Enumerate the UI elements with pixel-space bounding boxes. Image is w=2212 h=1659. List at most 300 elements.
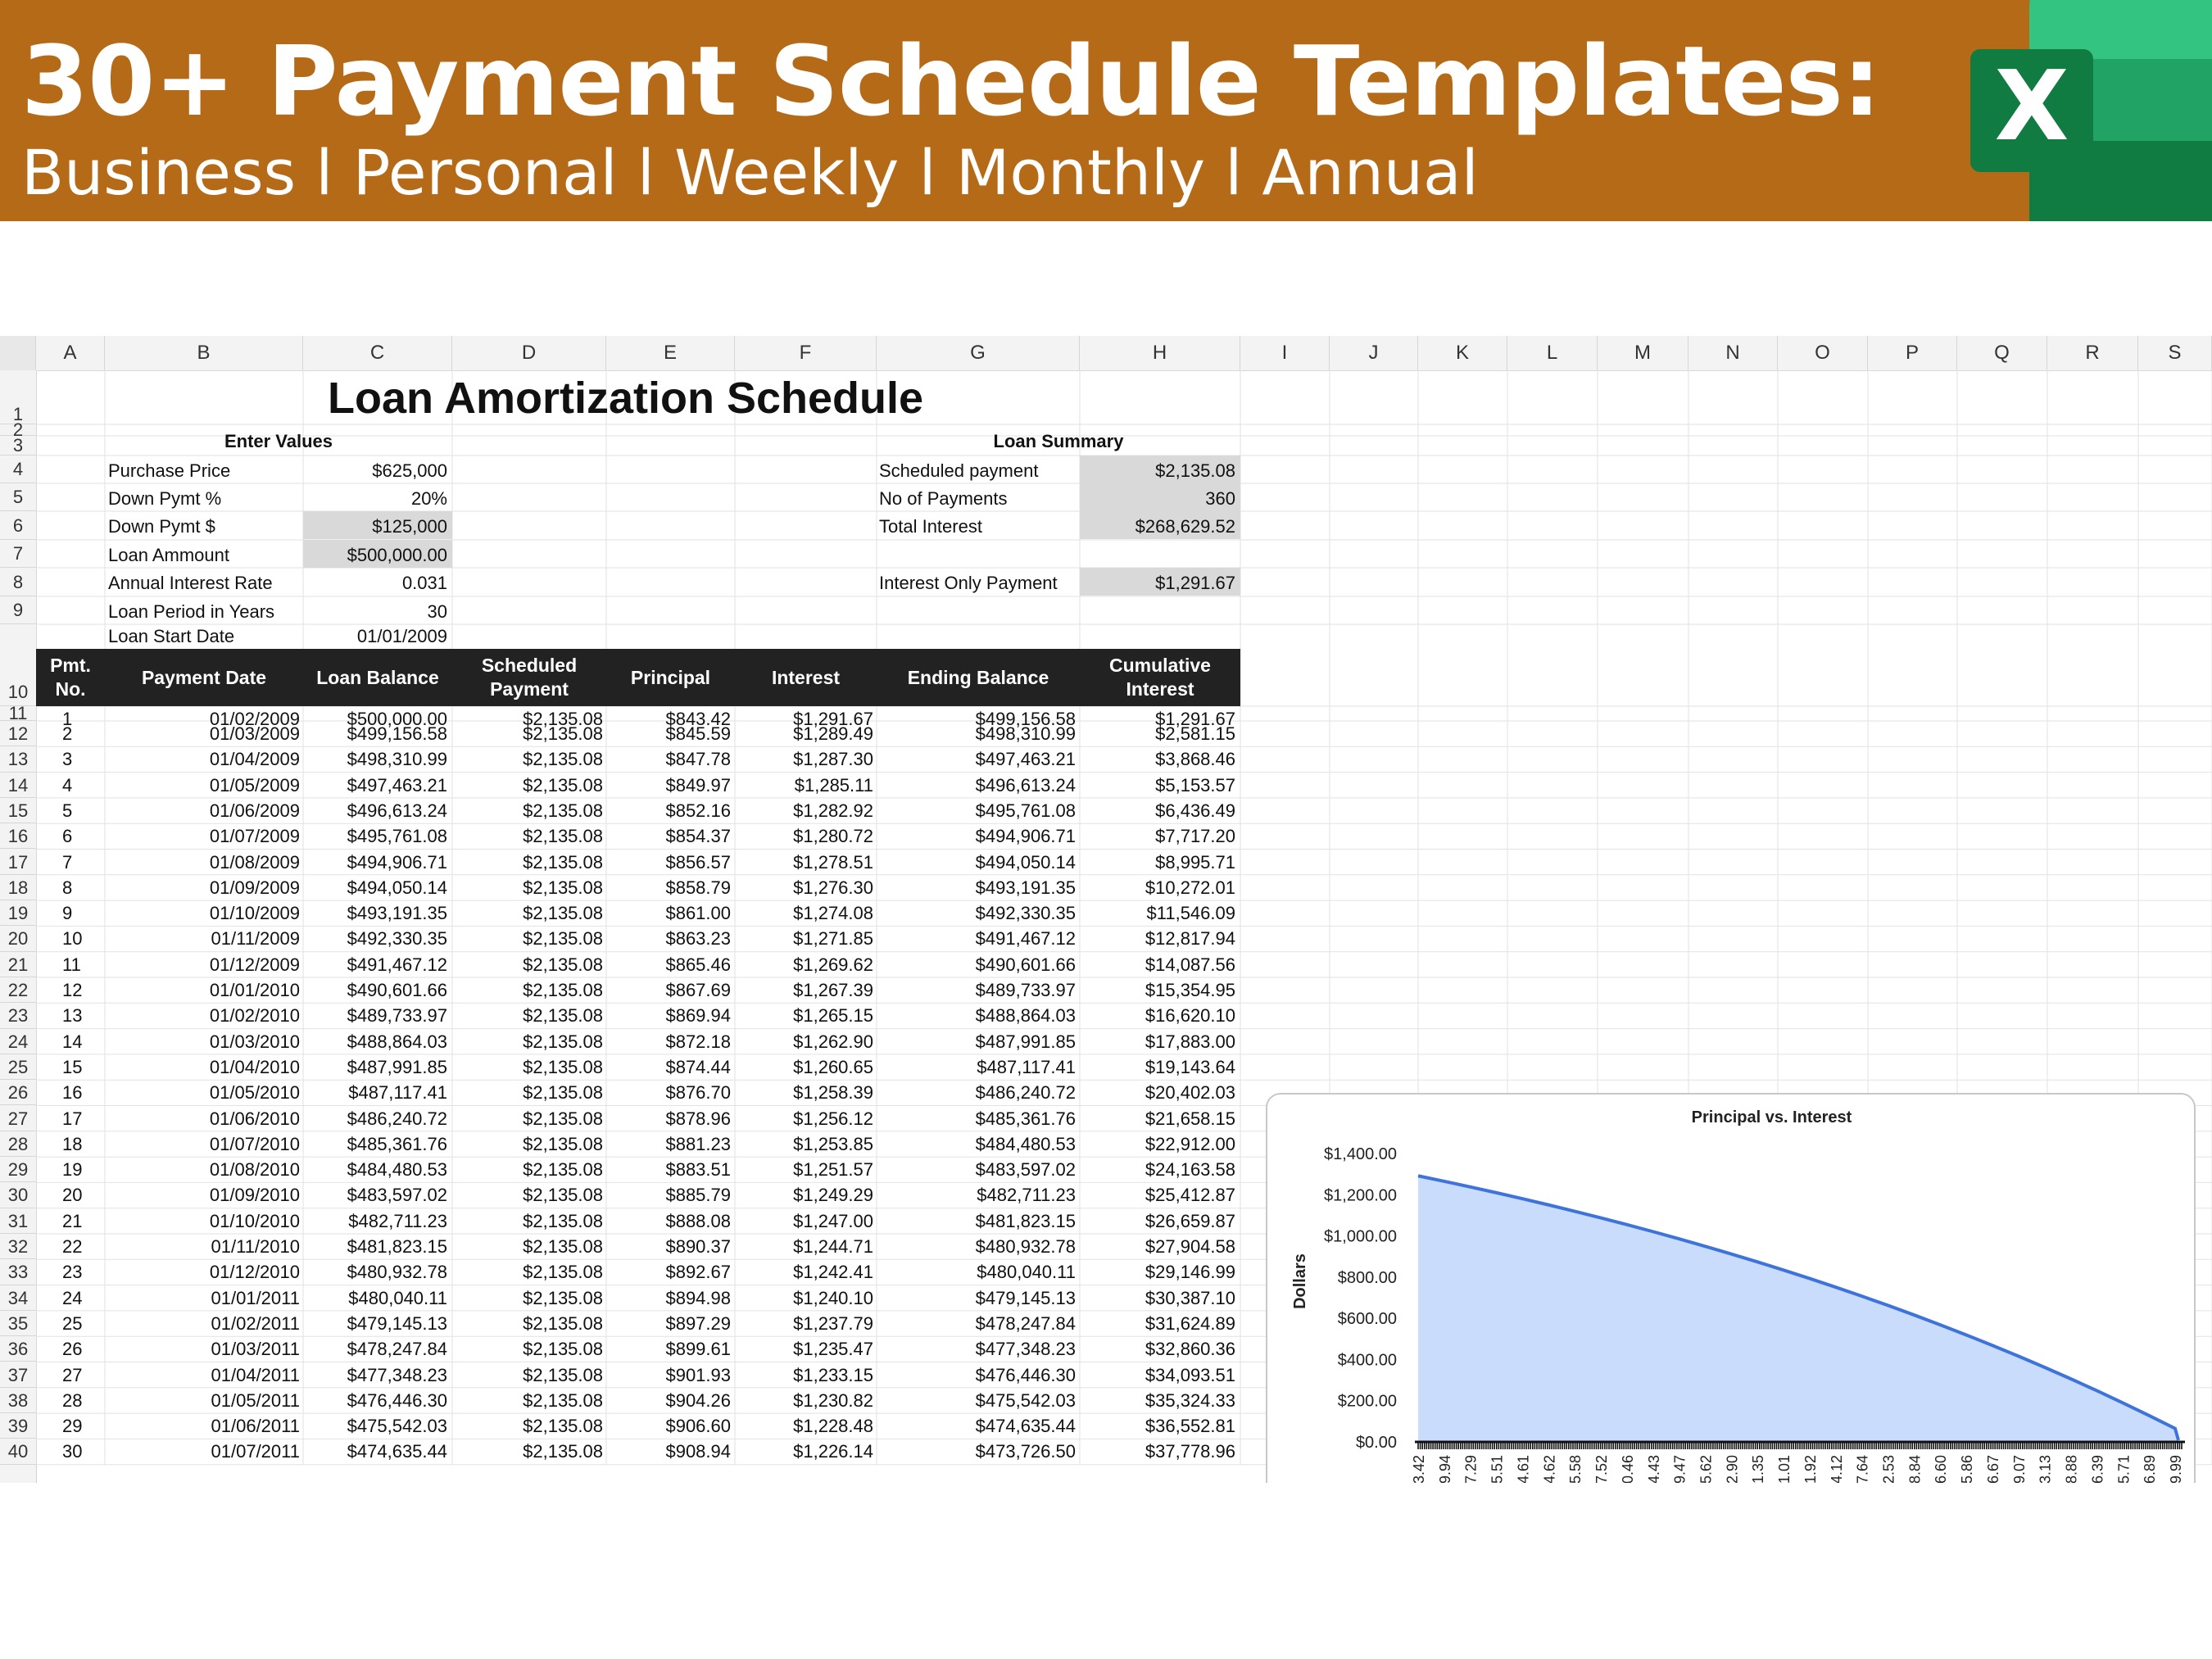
table-cell[interactable]: $491,467.12 (347, 954, 447, 975)
payment-number[interactable]: 21 (62, 1210, 83, 1231)
row-header-18[interactable]: 18 (0, 875, 36, 900)
table-cell[interactable]: $843.42 (665, 709, 731, 729)
table-cell[interactable]: $34,093.51 (1145, 1364, 1235, 1385)
table-cell[interactable]: $847.78 (665, 749, 731, 770)
row-header-24[interactable]: 24 (0, 1029, 36, 1054)
table-cell[interactable]: $478,247.84 (347, 1339, 447, 1360)
table-cell[interactable]: $874.44 (665, 1056, 731, 1077)
table-cell[interactable]: $2,135.08 (523, 1262, 603, 1283)
row-header-26[interactable]: 26 (0, 1080, 36, 1105)
table-cell[interactable]: $499,156.58 (975, 709, 1076, 729)
table-cell[interactable]: $3,868.46 (1155, 749, 1235, 770)
table-cell[interactable]: $480,040.11 (977, 1262, 1076, 1283)
table-cell[interactable]: $480,040.11 (348, 1287, 447, 1308)
table-cell[interactable]: $494,906.71 (347, 851, 447, 873)
table-cell[interactable]: $495,761.08 (975, 800, 1076, 821)
row-header-37[interactable]: 37 (0, 1362, 36, 1388)
table-cell[interactable]: $482,711.23 (348, 1210, 447, 1231)
column-header-s[interactable]: S (2138, 336, 2212, 370)
table-cell[interactable]: $849.97 (665, 774, 731, 796)
table-cell[interactable]: $876.70 (665, 1082, 731, 1104)
amortization-table-header[interactable] (36, 649, 1240, 706)
table-cell[interactable]: $2,135.08 (523, 1287, 603, 1308)
table-cell[interactable]: 01/08/2009 (209, 851, 300, 873)
table-cell[interactable]: $1,289.49 (793, 723, 873, 744)
table-cell[interactable]: $2,135.08 (523, 903, 603, 924)
table-cell[interactable]: 01/03/2009 (209, 723, 300, 744)
table-cell[interactable]: 01/09/2009 (209, 877, 300, 898)
table-cell[interactable]: $477,348.23 (975, 1339, 1076, 1360)
column-header-g[interactable]: G (877, 336, 1080, 370)
table-cell[interactable]: $482,711.23 (977, 1185, 1076, 1206)
table-cell[interactable]: $904.26 (665, 1389, 731, 1411)
table-cell[interactable]: $2,135.08 (523, 1185, 603, 1206)
payment-number[interactable]: 20 (62, 1185, 83, 1206)
table-cell[interactable]: $2,135.08 (523, 1389, 603, 1411)
summary-value[interactable]: $2,135.08 (1155, 460, 1235, 481)
table-cell[interactable]: $487,991.85 (975, 1031, 1076, 1052)
row-header-4[interactable]: 4 (0, 456, 36, 483)
table-cell[interactable]: $30,387.10 (1145, 1287, 1235, 1308)
table-cell[interactable]: $1,251.57 (793, 1159, 873, 1181)
table-header-cell[interactable]: Pmt. No. (50, 655, 91, 700)
table-cell[interactable]: $500,000.00 (347, 709, 447, 729)
table-cell[interactable]: $479,145.13 (347, 1312, 447, 1334)
table-cell[interactable]: $25,412.87 (1145, 1185, 1235, 1206)
table-cell[interactable]: 01/01/2010 (209, 980, 300, 1000)
table-cell[interactable]: $2,135.08 (523, 928, 603, 950)
table-cell[interactable]: $897.29 (665, 1312, 731, 1334)
table-cell[interactable]: $2,135.08 (523, 1312, 603, 1334)
column-header-b[interactable]: B (105, 336, 303, 370)
table-cell[interactable]: $1,271.85 (793, 928, 873, 950)
table-cell[interactable]: $36,552.81 (1145, 1416, 1235, 1437)
table-cell[interactable]: $2,135.08 (523, 1159, 603, 1181)
column-header-k[interactable]: K (1418, 336, 1507, 370)
table-cell[interactable]: $27,904.58 (1145, 1236, 1235, 1257)
column-header-h[interactable]: H (1080, 336, 1240, 370)
table-cell[interactable]: $2,135.08 (523, 1133, 603, 1154)
table-cell[interactable]: $475,542.03 (975, 1389, 1076, 1411)
table-cell[interactable]: $478,247.84 (975, 1312, 1076, 1334)
column-header-e[interactable]: E (606, 336, 735, 370)
payment-number[interactable]: 27 (62, 1364, 83, 1385)
table-cell[interactable]: $493,191.35 (347, 903, 447, 924)
payment-number[interactable]: 16 (62, 1082, 83, 1104)
table-cell[interactable]: $2,135.08 (523, 851, 603, 873)
summary-value[interactable]: $268,629.52 (1135, 516, 1235, 537)
row-header-40[interactable]: 40 (0, 1439, 36, 1464)
table-cell[interactable]: 01/04/2010 (209, 1056, 300, 1077)
select-all-corner[interactable] (0, 336, 36, 370)
table-cell[interactable]: $888.08 (665, 1210, 731, 1231)
payment-number[interactable]: 9 (62, 903, 73, 924)
payment-number[interactable]: 14 (62, 1031, 83, 1052)
table-cell[interactable]: 01/02/2011 (211, 1312, 300, 1334)
row-header-14[interactable]: 14 (0, 773, 36, 798)
payment-number[interactable]: 30 (62, 1441, 83, 1462)
input-value[interactable]: $125,000 (372, 516, 447, 537)
table-cell[interactable]: $1,256.12 (793, 1108, 873, 1129)
column-header-o[interactable]: O (1778, 336, 1868, 370)
table-cell[interactable]: $852.16 (665, 800, 731, 821)
row-header-19[interactable]: 19 (0, 900, 36, 926)
table-cell[interactable]: $7,717.20 (1155, 826, 1235, 847)
input-label[interactable]: Down Pymt $ (108, 516, 215, 537)
table-cell[interactable]: $31,624.89 (1145, 1312, 1235, 1334)
column-header-f[interactable]: F (735, 336, 877, 370)
table-cell[interactable]: $1,280.72 (793, 826, 873, 847)
summary-label[interactable]: Total Interest (879, 516, 982, 537)
table-cell[interactable]: $906.60 (665, 1416, 731, 1437)
table-cell[interactable]: $476,446.30 (347, 1389, 447, 1411)
table-cell[interactable]: $1,253.85 (793, 1133, 873, 1154)
table-cell[interactable]: $1,258.39 (793, 1082, 873, 1104)
table-cell[interactable]: 01/12/2009 (209, 954, 300, 975)
table-header-cell[interactable]: Scheduled Payment (481, 655, 578, 700)
payment-number[interactable]: 1 (62, 709, 73, 729)
table-cell[interactable]: $17,883.00 (1145, 1031, 1235, 1052)
table-cell[interactable]: $493,191.35 (975, 877, 1076, 898)
table-cell[interactable]: $1,287.30 (793, 749, 873, 770)
input-value[interactable]: 01/01/2009 (356, 626, 447, 646)
payment-number[interactable]: 24 (62, 1287, 83, 1308)
table-cell[interactable]: $2,581.15 (1155, 723, 1235, 744)
table-cell[interactable]: $490,601.66 (347, 980, 447, 1000)
row-header-34[interactable]: 34 (0, 1285, 36, 1311)
table-cell[interactable]: $483,597.02 (975, 1159, 1076, 1181)
table-cell[interactable]: 01/09/2010 (209, 1185, 300, 1206)
payment-number[interactable]: 26 (62, 1339, 83, 1360)
table-cell[interactable]: $486,240.72 (347, 1108, 447, 1129)
row-header-33[interactable]: 33 (0, 1259, 36, 1285)
row-header-28[interactable]: 28 (0, 1131, 36, 1157)
table-cell[interactable]: $1,267.39 (793, 980, 873, 1000)
table-cell[interactable]: $1,260.65 (793, 1056, 873, 1077)
table-cell[interactable]: $2,135.08 (523, 1056, 603, 1077)
table-cell[interactable]: $481,823.15 (347, 1236, 447, 1257)
payment-number[interactable]: 5 (62, 800, 73, 821)
table-cell[interactable]: $865.46 (665, 954, 731, 975)
table-cell[interactable]: $2,135.08 (523, 954, 603, 975)
row-header-10[interactable]: 10 (0, 624, 36, 706)
row-header-16[interactable]: 16 (0, 823, 36, 849)
row-header-23[interactable]: 23 (0, 1003, 36, 1028)
loan-summary-header[interactable]: Loan Summary (993, 431, 1124, 451)
summary-label[interactable]: Interest Only Payment (879, 573, 1058, 593)
table-cell[interactable]: $1,265.15 (793, 1005, 873, 1027)
table-cell[interactable]: 01/05/2011 (211, 1389, 300, 1411)
table-cell[interactable]: $22,912.00 (1145, 1133, 1235, 1154)
payment-number[interactable]: 28 (62, 1389, 83, 1411)
table-cell[interactable]: $2,135.08 (523, 826, 603, 847)
payment-number[interactable]: 29 (62, 1416, 83, 1437)
table-cell[interactable]: $1,226.14 (793, 1441, 873, 1462)
table-cell[interactable]: $26,659.87 (1145, 1210, 1235, 1231)
payment-number[interactable]: 6 (62, 826, 73, 847)
table-cell[interactable]: $2,135.08 (523, 1031, 603, 1052)
table-cell[interactable]: $1,282.92 (793, 800, 873, 821)
principal-vs-interest-chart[interactable] (1266, 1093, 2196, 1609)
table-cell[interactable]: 01/01/2011 (211, 1287, 300, 1308)
table-cell[interactable]: $492,330.35 (347, 928, 447, 950)
input-label[interactable]: Down Pymt % (108, 488, 222, 509)
table-cell[interactable]: $858.79 (665, 877, 731, 898)
table-cell[interactable]: $8,995.71 (1155, 851, 1235, 873)
input-label[interactable]: Purchase Price (108, 460, 231, 481)
row-header-13[interactable]: 13 (0, 746, 36, 772)
payment-number[interactable]: 2 (62, 723, 73, 744)
table-cell[interactable]: $2,135.08 (523, 723, 603, 744)
table-cell[interactable]: $486,240.72 (975, 1082, 1076, 1104)
table-cell[interactable]: $2,135.08 (523, 877, 603, 898)
table-cell[interactable]: 01/10/2009 (209, 903, 300, 924)
table-cell[interactable]: $908.94 (665, 1441, 731, 1462)
table-cell[interactable]: $497,463.21 (347, 774, 447, 796)
row-header-22[interactable]: 22 (0, 977, 36, 1003)
table-cell[interactable]: $2,135.08 (523, 709, 603, 729)
summary-value[interactable]: 360 (1205, 488, 1235, 509)
table-cell[interactable]: $1,278.51 (793, 851, 873, 873)
table-cell[interactable]: $21,658.15 (1145, 1108, 1235, 1129)
table-header-cell[interactable]: Loan Balance (316, 666, 439, 688)
table-cell[interactable]: 01/07/2011 (211, 1441, 300, 1462)
column-header-q[interactable]: Q (1957, 336, 2047, 370)
table-cell[interactable]: 01/05/2010 (209, 1082, 300, 1104)
payment-number[interactable]: 10 (62, 928, 83, 950)
table-cell[interactable]: 01/03/2010 (209, 1031, 300, 1052)
table-cell[interactable]: $492,330.35 (975, 903, 1076, 924)
table-cell[interactable]: $890.37 (665, 1236, 731, 1257)
table-cell[interactable]: $491,467.12 (975, 928, 1076, 950)
table-cell[interactable]: $2,135.08 (523, 749, 603, 770)
table-cell[interactable]: $496,613.24 (347, 800, 447, 821)
table-cell[interactable]: $2,135.08 (523, 1005, 603, 1027)
row-header-27[interactable]: 27 (0, 1106, 36, 1131)
table-cell[interactable]: 01/02/2009 (209, 709, 300, 729)
table-cell[interactable]: 01/11/2009 (211, 928, 300, 950)
table-cell[interactable]: $892.67 (665, 1262, 731, 1283)
table-cell[interactable]: $494,050.14 (975, 851, 1076, 873)
row-header-36[interactable]: 36 (0, 1336, 36, 1362)
table-cell[interactable]: $2,135.08 (523, 980, 603, 1000)
table-cell[interactable]: $2,135.08 (523, 1441, 603, 1462)
payment-number[interactable]: 18 (62, 1133, 83, 1154)
input-value[interactable]: 30 (427, 601, 447, 622)
table-cell[interactable]: $2,135.08 (523, 1236, 603, 1257)
table-cell[interactable]: $885.79 (665, 1185, 731, 1206)
row-header-2[interactable]: 2 (0, 424, 36, 436)
table-cell[interactable]: $476,446.30 (975, 1364, 1076, 1385)
table-cell[interactable]: 01/04/2009 (209, 749, 300, 770)
table-cell[interactable]: $494,050.14 (347, 877, 447, 898)
table-cell[interactable]: $489,733.97 (347, 1005, 447, 1027)
table-cell[interactable]: $1,242.41 (793, 1262, 873, 1283)
table-cell[interactable]: $485,361.76 (975, 1108, 1076, 1129)
spreadsheet[interactable] (0, 336, 2212, 1609)
input-label[interactable]: Loan Ammount (108, 545, 229, 565)
table-cell[interactable]: $14,087.56 (1145, 954, 1235, 975)
table-cell[interactable]: $1,247.00 (793, 1210, 873, 1231)
table-cell[interactable]: $487,117.41 (977, 1056, 1076, 1077)
table-cell[interactable]: $490,601.66 (975, 954, 1076, 975)
table-cell[interactable]: $845.59 (665, 723, 731, 744)
table-header-cell[interactable]: Interest (771, 666, 841, 688)
table-cell[interactable]: $24,163.58 (1145, 1159, 1235, 1181)
table-cell[interactable]: $481,823.15 (975, 1210, 1076, 1231)
column-header-l[interactable]: L (1507, 336, 1598, 370)
payment-number[interactable]: 23 (62, 1262, 83, 1283)
table-cell[interactable]: 01/10/2010 (209, 1210, 300, 1231)
table-cell[interactable]: $12,817.94 (1145, 928, 1235, 950)
table-cell[interactable]: $1,240.10 (793, 1287, 873, 1308)
table-cell[interactable]: 01/06/2009 (209, 800, 300, 821)
table-cell[interactable]: $867.69 (665, 980, 731, 1000)
row-header-21[interactable]: 21 (0, 952, 36, 977)
table-cell[interactable]: $479,145.13 (975, 1287, 1076, 1308)
row-header-1[interactable]: 1 (0, 370, 36, 424)
table-cell[interactable]: $2,135.08 (523, 1364, 603, 1385)
input-label[interactable]: Loan Period in Years (108, 601, 275, 622)
payment-number[interactable]: 7 (62, 851, 73, 873)
row-header-8[interactable]: 8 (0, 568, 36, 596)
column-header-n[interactable]: N (1688, 336, 1778, 370)
table-cell[interactable]: $872.18 (665, 1031, 731, 1052)
table-cell[interactable]: 01/08/2010 (209, 1159, 300, 1181)
table-cell[interactable]: $498,310.99 (975, 723, 1076, 744)
row-header-25[interactable]: 25 (0, 1054, 36, 1080)
table-cell[interactable]: 01/05/2009 (209, 774, 300, 796)
table-cell[interactable]: $484,480.53 (347, 1159, 447, 1181)
table-cell[interactable]: $20,402.03 (1145, 1082, 1235, 1104)
column-header-j[interactable]: J (1330, 336, 1418, 370)
row-header-20[interactable]: 20 (0, 926, 36, 951)
table-cell[interactable]: $35,324.33 (1145, 1389, 1235, 1411)
table-cell[interactable]: $1,276.30 (793, 877, 873, 898)
payment-number[interactable]: 11 (62, 954, 81, 975)
table-cell[interactable]: $11,546.09 (1146, 903, 1235, 924)
table-cell[interactable]: $489,733.97 (975, 980, 1076, 1000)
row-header-17[interactable]: 17 (0, 850, 36, 875)
table-cell[interactable]: $480,932.78 (975, 1236, 1076, 1257)
column-header-m[interactable]: M (1598, 336, 1688, 370)
table-cell[interactable]: $480,932.78 (347, 1262, 447, 1283)
table-cell[interactable]: $894.98 (665, 1287, 731, 1308)
table-cell[interactable]: $1,291.67 (1155, 709, 1235, 729)
row-header-29[interactable]: 29 (0, 1157, 36, 1182)
payment-number[interactable]: 19 (62, 1159, 83, 1181)
table-cell[interactable]: $863.23 (665, 928, 731, 950)
table-cell[interactable]: $473,726.50 (975, 1441, 1076, 1462)
table-cell[interactable]: $497,463.21 (975, 749, 1076, 770)
enter-values-header[interactable]: Enter Values (224, 431, 333, 451)
table-cell[interactable]: $854.37 (665, 826, 731, 847)
table-cell[interactable]: 01/04/2011 (211, 1364, 300, 1385)
table-cell[interactable]: $2,135.08 (523, 1339, 603, 1360)
row-header-3[interactable]: 3 (0, 436, 36, 456)
table-cell[interactable]: 01/03/2011 (211, 1339, 300, 1360)
table-cell[interactable]: $869.94 (665, 1005, 731, 1027)
table-cell[interactable]: $2,135.08 (523, 800, 603, 821)
table-cell[interactable]: $487,117.41 (348, 1082, 447, 1104)
table-cell[interactable]: $1,228.48 (793, 1416, 873, 1437)
table-cell[interactable]: $484,480.53 (975, 1133, 1076, 1154)
column-header-i[interactable]: I (1240, 336, 1330, 370)
payment-number[interactable]: 17 (62, 1108, 83, 1129)
table-cell[interactable]: $494,906.71 (975, 826, 1076, 847)
table-cell[interactable]: 01/07/2009 (209, 826, 300, 847)
table-cell[interactable]: $1,291.67 (793, 709, 873, 729)
row-header-5[interactable]: 5 (0, 483, 36, 511)
input-value[interactable]: $625,000 (372, 460, 447, 481)
table-cell[interactable]: $1,274.08 (793, 903, 873, 924)
table-cell[interactable]: $496,613.24 (975, 774, 1076, 796)
payment-number[interactable]: 15 (62, 1056, 83, 1077)
table-cell[interactable]: $37,778.96 (1145, 1441, 1235, 1462)
table-cell[interactable]: $856.57 (665, 851, 731, 873)
table-cell[interactable]: $2,135.08 (523, 1416, 603, 1437)
table-cell[interactable]: $2,135.08 (523, 1108, 603, 1129)
table-cell[interactable]: $16,620.10 (1145, 1005, 1235, 1027)
sheet-title[interactable]: Loan Amortization Schedule (328, 374, 924, 423)
table-header-cell[interactable]: Principal (630, 666, 711, 688)
payment-number[interactable]: 12 (62, 980, 83, 1000)
table-cell[interactable]: $1,269.62 (793, 954, 873, 975)
table-cell[interactable]: $474,635.44 (347, 1441, 447, 1462)
table-cell[interactable]: 01/07/2010 (209, 1133, 300, 1154)
table-cell[interactable]: $1,249.29 (793, 1185, 873, 1206)
table-cell[interactable]: $1,230.82 (793, 1389, 873, 1411)
table-cell[interactable]: $474,635.44 (975, 1416, 1076, 1437)
payment-number[interactable]: 8 (62, 877, 73, 898)
table-cell[interactable]: 01/06/2010 (209, 1108, 300, 1129)
table-cell[interactable]: $15,354.95 (1145, 980, 1235, 1000)
table-cell[interactable]: $899.61 (665, 1339, 731, 1360)
column-header-a[interactable]: A (36, 336, 105, 370)
payment-number[interactable]: 3 (62, 749, 73, 770)
summary-label[interactable]: No of Payments (879, 488, 1008, 509)
row-header-15[interactable]: 15 (0, 798, 36, 823)
table-cell[interactable]: $881.23 (665, 1133, 731, 1154)
input-label[interactable]: Annual Interest Rate (108, 573, 273, 593)
table-cell[interactable]: $495,761.08 (347, 826, 447, 847)
table-cell[interactable]: $487,991.85 (347, 1056, 447, 1077)
table-cell[interactable]: $2,135.08 (523, 1210, 603, 1231)
table-cell[interactable]: $32,860.36 (1145, 1339, 1235, 1360)
row-header-38[interactable]: 38 (0, 1388, 36, 1413)
table-cell[interactable]: $1,244.71 (793, 1236, 873, 1257)
table-cell[interactable]: $901.93 (665, 1364, 731, 1385)
table-cell[interactable]: 01/12/2010 (209, 1262, 300, 1283)
summary-label[interactable]: Scheduled payment (879, 460, 1039, 481)
table-cell[interactable]: $5,153.57 (1155, 774, 1235, 796)
table-cell[interactable]: $19,143.64 (1145, 1056, 1235, 1077)
row-header-6[interactable]: 6 (0, 511, 36, 540)
row-header-9[interactable]: 9 (0, 596, 36, 624)
payment-number[interactable]: 22 (62, 1236, 83, 1257)
column-header-r[interactable]: R (2047, 336, 2138, 370)
table-cell[interactable]: 01/06/2011 (211, 1416, 300, 1437)
table-header-cell[interactable]: Cumulative Interest (1109, 655, 1211, 700)
table-cell[interactable]: $1,285.11 (794, 774, 873, 796)
table-cell[interactable]: $883.51 (665, 1159, 731, 1181)
input-value[interactable]: 0.031 (401, 573, 447, 593)
row-header-31[interactable]: 31 (0, 1208, 36, 1234)
row-header-32[interactable]: 32 (0, 1234, 36, 1259)
table-cell[interactable]: $488,864.03 (975, 1005, 1076, 1027)
table-cell[interactable]: $2,135.08 (523, 1082, 603, 1104)
table-header-cell[interactable]: Payment Date (141, 666, 267, 688)
